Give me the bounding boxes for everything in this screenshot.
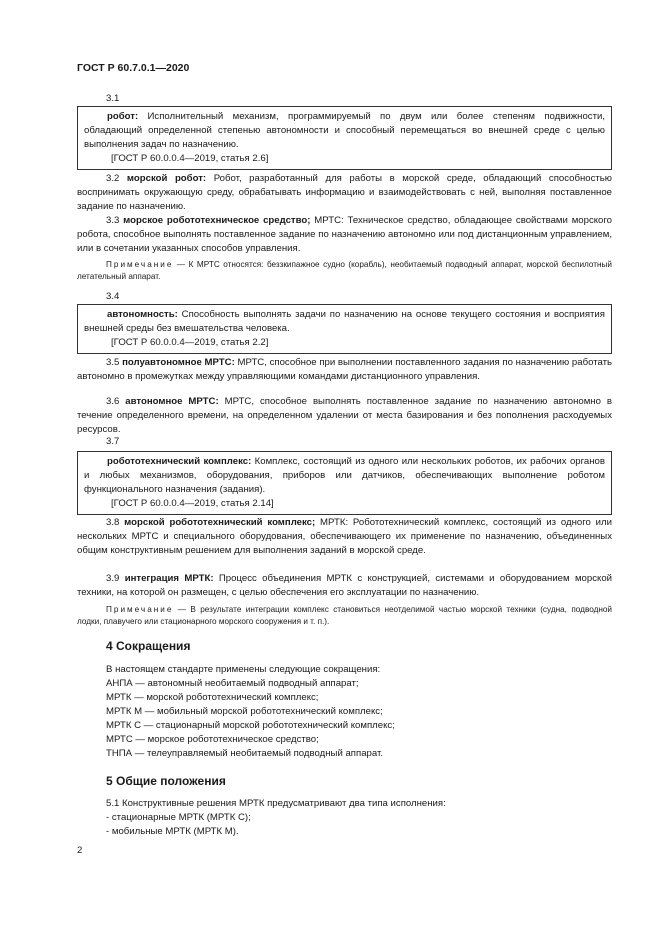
term-label-autonomous: автономное МРТС: — [125, 396, 219, 407]
term-label-marine-robot: морской робот: — [126, 173, 207, 184]
page-number: 2 — [77, 845, 83, 856]
term-number-3-7: 3.7 — [106, 436, 120, 447]
term-label-semi-autonomous: полуавтономное МРТС: — [122, 357, 235, 368]
definition-robot: Исполнительный механизм, программируемый по двум или более степеням подвижности, обладающий определенной степенью автономности и способный перемещаться во внешней среде с целью выполнения задач по назначению. — [84, 111, 605, 150]
term-robotic-complex: робототехнический комплекс: — [107, 456, 252, 467]
source-robot: [ГОСТ Р 60.0.0.4—2019, статья 2.6] — [111, 153, 269, 164]
section-4-title: 4 Сокращения — [106, 639, 191, 653]
note-integration — [77, 604, 612, 628]
term-number-3-4: 3.4 — [106, 291, 120, 302]
definition-integration: Процесс объединения МРТК с конструкцией, системами и оборудованием морской техники, на которой он размещен, с целью обеспечения его эксплуатации по назначению. — [77, 573, 613, 598]
term-autonomy: автономность: — [107, 309, 178, 320]
list-item: МРТК С — стационарный морской робототехнический комплекс; — [106, 720, 395, 731]
definition-mrts: МРТС: Техническое средство, обладающее свойствами морского робота, способное выполнять поставленное задание по назначению автономно или под дистанционным управлением, или в сочетании указанных способов управления. — [77, 215, 613, 254]
abbreviations-intro: В настоящем стандарте применены следующие сокращения: — [106, 664, 381, 675]
list-item: МРТС — морское робототехническое средство; — [106, 734, 319, 745]
definition-marine-robot: Робот, разработанный для работы в морской среде, обладающий способностью воспринимать окружающую среду, обрабатывать информацию и взаимодействовать с ней, выполняя поставленное задание по назначению. — [77, 173, 612, 212]
definition-autonomous: МРТС, способное выполнять поставленное задание по назначению автономно в течение определенного времени, на определенном удалении от места базирования и без пополнения расходуемых ресурсов. — [77, 396, 612, 435]
abbreviations-list — [106, 663, 395, 761]
term-label-mrts: морское робототехническое средство; — [123, 215, 311, 226]
source-robotic-complex: [ГОСТ Р 60.0.0.4—2019, статья 2.14] — [111, 498, 274, 509]
paragraph-5-1: 5.1 Конструктивные решения МРТК предусматривают два типа исполнения: — [106, 798, 446, 809]
list-item: - стационарные МРТК (МРТК С); — [106, 812, 251, 823]
term-number-3-2: 3.2 — [106, 173, 120, 184]
term-autonomous — [77, 395, 612, 437]
general-provisions — [106, 797, 446, 839]
term-label-mrtk: морской робототехнический комплекс; — [124, 517, 316, 528]
section-5-title: 5 Общие положения — [106, 774, 226, 788]
term-number-3-9: 3.9 — [106, 573, 120, 584]
list-item: МРТК М — мобильный морской робототехнический комплекс; — [106, 706, 383, 717]
term-box-robotic-complex — [77, 451, 612, 515]
list-item: - мобильные МРТК (МРТК М). — [106, 826, 239, 837]
list-item: АНПА — автономный необитаемый подводный аппарат; — [106, 678, 359, 689]
note-label: Примечание — [106, 605, 174, 614]
note-text: — К МРТС относятся: беззкипажное судно (корабль), необитаемый подводный аппарат, морской беспилотный летательный аппарат. — [77, 260, 612, 281]
list-item: ТНПА — телеуправляемый необитаемый подводный аппарат. — [106, 748, 383, 759]
term-number-3-1: 3.1 — [106, 93, 120, 104]
term-integration — [77, 572, 612, 600]
term-box-robot — [77, 106, 612, 170]
term-number-3-8: 3.8 — [106, 517, 120, 528]
note-label: Примечание — [106, 260, 174, 269]
definition-autonomy: Способность выполнять задачи по назначению на основе текущего состояния и восприятия внешней среды без вмешательства человека. — [84, 309, 605, 334]
term-number-3-3: 3.3 — [106, 215, 120, 226]
term-box-autonomy — [77, 304, 612, 354]
term-number-3-5: 3.5 — [106, 357, 120, 368]
list-item: МРТК — морской робототехнический комплекс; — [106, 692, 319, 703]
document-header: ГОСТ Р 60.7.0.1—2020 — [77, 62, 190, 74]
term-robot: робот: — [107, 111, 139, 122]
term-label-integration: интеграция МРТК: — [124, 573, 214, 584]
note-text: — В результате интеграции комплекс становиться неотделимой частью морской техники (судна, подводной лодки, плавучего или стационарного морского сооружения и т. п.). — [77, 605, 612, 626]
definition-semi-autonomous: МРТС, способное при выполнении поставленного задания по назначению работать автономно в промежутках между управляющими командами дистанционного управления. — [77, 357, 613, 382]
definition-mrtk: МРТК: Робототехнический комплекс, состоящий из одного или нескольких МРТС и специального оборудования, обеспечивающего их применение по назначению, объединенных общим конструктивным решением для выполнения заданий в морской среде. — [77, 517, 612, 556]
definition-robotic-complex: Комплекс, состоящий из одного или нескольких роботов, их рабочих органов и любых механизмов, оборудования, приборов или датчиков, обеспечивающих выполнение роботом функционального назначения (задания). — [84, 456, 605, 495]
term-marine-robot — [77, 172, 612, 214]
term-number-3-6: 3.6 — [106, 396, 120, 407]
note-mrts — [77, 259, 612, 283]
term-mrts — [77, 214, 612, 256]
source-autonomy: [ГОСТ Р 60.0.0.4—2019, статья 2.2] — [111, 337, 269, 348]
term-mrtk — [77, 516, 612, 558]
term-semi-autonomous — [77, 356, 612, 384]
